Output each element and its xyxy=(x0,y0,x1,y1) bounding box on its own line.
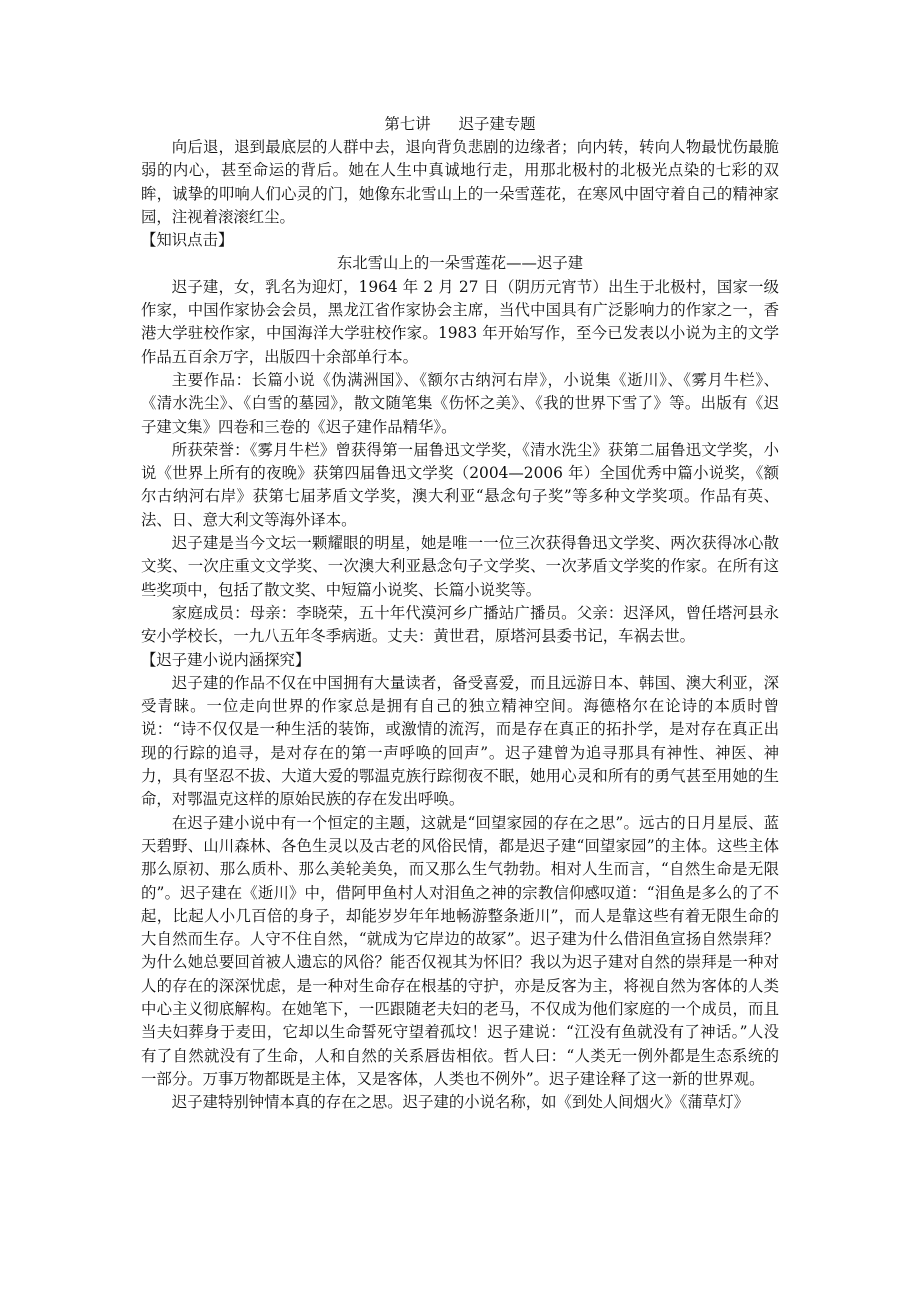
exploration-paragraph-2: 在迟子建小说中有一个恒定的主题，这就是“回望家园的存在之思”。远古的日月星辰、蓝天碧野、山川森林、各色生灵以及古老的风俗民情，都是迟子建“回望家园”的主体。这些主体那么原初、那么质朴、那么美轮美奂，而又那么生气勃勃。相对人生而言，“自然生命是无限的”。迟子建在《逝川》中，借阿甲鱼村人对泪鱼之神的宗教信仰感叹道：“泪鱼是多么的了不起，比起人小几百倍的身子，却能岁岁年年地畅游整条逝川”，而人是靠这些有着无限生命的大自然而生存。人守不住自然，“就成为它岸边的故冢”。迟子建为什么借泪鱼宣扬自然崇拜？为什么她总要回首被人遗忘的风俗？能否仅视其为怀旧？我以为迟子建对自然的崇拜是一种对人的存在的深深忧虑，是一种对生命存在根基的守护，亦是反客为主，将视自然为客体的人类中心主义彻底解构。在她笔下，一匹跟随老夫妇的老马，不仅成为他们家庭的一个成员，而且当夫妇葬身于麦田，它却以生命誓死守望着孤坟！迟子建说：“江没有鱼就没有了神话。”人没有了自然就没有了生命，人和自然的关系唇齿相依。哲人曰：“人类无一例外都是生态系统的一部分。万事万物都既是主体，又是客体，人类也不例外”。迟子建诠释了这一新的世界观。 xyxy=(141,813,779,1088)
section-heading-exploration: 【迟子建小说内涵探究】 xyxy=(141,650,311,669)
intro-paragraph: 向后退，退到最底层的人群中去，退向背负悲剧的边缘者；向内转，转向人物最忧伤最脆弱的内心，甚至命运的背后。她在人生中真诚地行走，用那北极村的北极光点染的七彩的双眸，诚挚的叩响人们心灵的门，她像东北雪山上的一朵雪莲花，在寒风中固守着自己的精神家园，注视着滚滚红尘。 xyxy=(141,138,779,226)
works-paragraph: 主要作品：长篇小说《伪满洲国》、《额尔古纳河右岸》，小说集《逝川》、《雾月牛栏》、《清水洗尘》、《白雪的墓园》，散文随笔集《伤怀之美》、《我的世界下雪了》等。出版有《迟子建文集》四卷和三卷的《迟子建作品精华》。 xyxy=(141,370,779,436)
lecture-title xyxy=(141,113,779,136)
lecture-topic: 迟子建专题 xyxy=(458,115,536,133)
section-heading-knowledge: 【知识点击】 xyxy=(141,231,234,250)
bio-paragraph: 迟子建，女，乳名为迎灯，1964 年 2 月 27 日（阴历元宵节）出生于北极村，国家一级作家，中国作家协会会员，黑龙江省作家协会主席，当代中国具有广泛影响力的作家之一，香港大学驻校作家，中国海洋大学驻校作家。1983 年开始写作，至今已发表以小说为主的文学作品五百余万字，出版四十余部单行本。 xyxy=(141,277,779,366)
star-paragraph: 迟子建是当今文坛一颗耀眼的明星，她是唯一一位三次获得鲁迅文学奖、两次获得冰心散文奖、一次庄重文文学奖、一次澳大利亚悬念句子文学奖、一次茅盾文学奖的作家。在所有这些奖项中，包括了散文奖、中短篇小说奖、长篇小说奖等。 xyxy=(141,534,779,599)
family-paragraph: 家庭成员：母亲：李晓荣，五十年代漠河乡广播站广播员。父亲：迟泽风，曾任塔河县永安小学校长，一九八五年冬季病逝。丈夫：黄世君，原塔河县委书记，车祸去世。 xyxy=(141,603,779,646)
exploration-paragraph-3: 迟子建特别钟情本真的存在之思。迟子建的小说名称，如《到处人间烟火》《蒲草灯》 xyxy=(171,1093,749,1112)
lecture-number: 第七讲 xyxy=(384,115,431,133)
body-text xyxy=(141,136,779,1114)
awards-paragraph: 所获荣誉：《雾月牛栏》曾获得第一届鲁迅文学奖，《清水洗尘》获第二届鲁迅文学奖，小说《世界上所有的夜晚》获第四届鲁迅文学奖（2004—2006 年）全国优秀中篇小说奖，《额尔古纳河右岸》获第七届茅盾文学奖，澳大利亚“悬念句子奖”等多种文学奖项。作品有英、法、日、意大利文等海外译本。 xyxy=(141,440,779,529)
exploration-paragraph-1: 迟子建的作品不仅在中国拥有大量读者，备受喜爱，而且远游日本、韩国、澳大利亚，深受青睐。一位走向世界的作家总是拥有自己的独立精神空间。海德格尔在论诗的本质时曾说：“诗不仅仅是一种生活的装饰，或激情的流泻，而是存在真正的拓扑学，是对存在真正出现的行踪的追寻，是对存在的第一声呼唤的回声”。迟子建曾为追寻那具有神性、神医、神力，具有坚忍不拔、大道大爱的鄂温克族行踪彻夜不眠，她用心灵和所有的勇气甚至用她的生命，对鄂温克这样的原始民族的存在发出呼唤。 xyxy=(141,673,779,809)
section-subtitle: 东北雪山上的一朵雪莲花——迟子建 xyxy=(336,254,584,273)
